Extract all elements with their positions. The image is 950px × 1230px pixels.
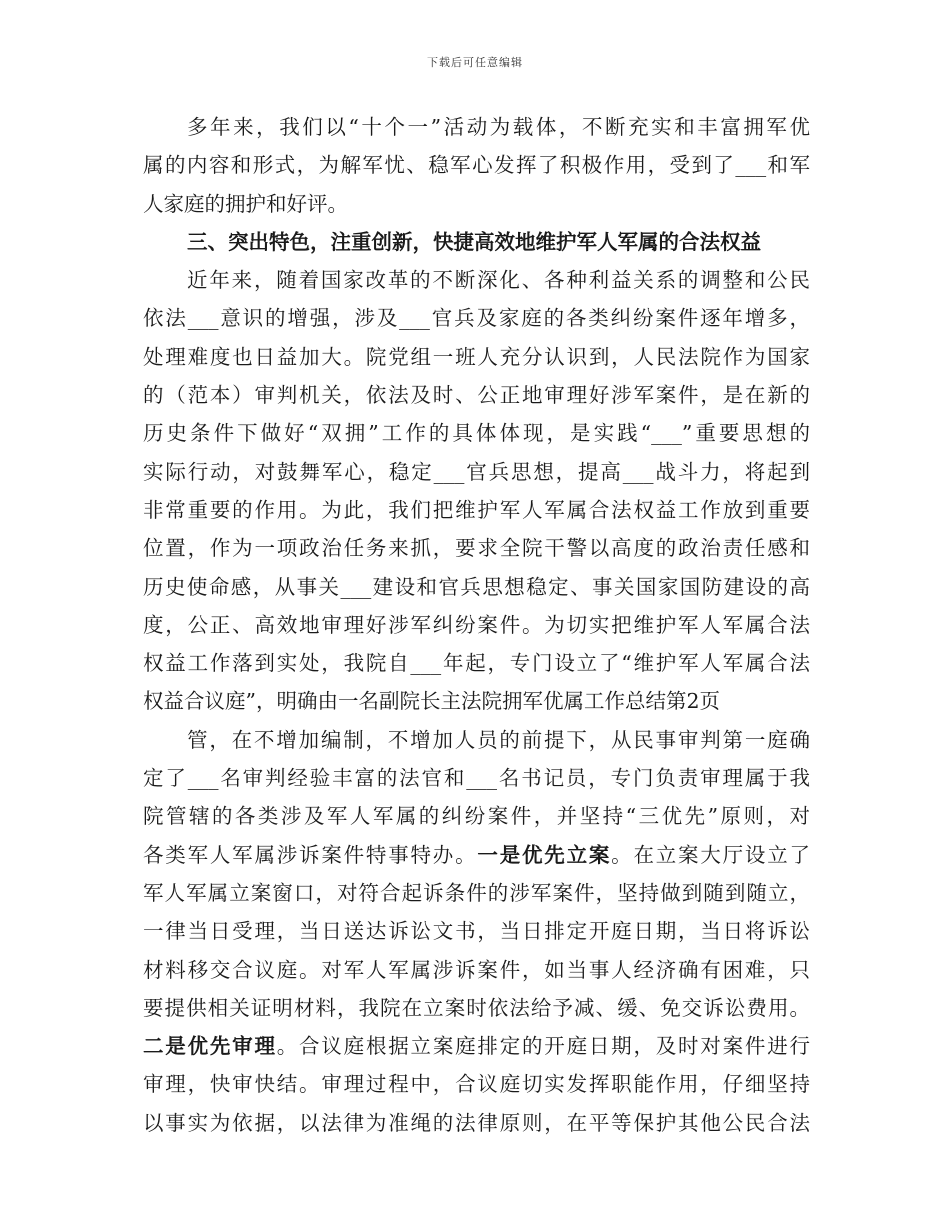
paragraph-line: 一律当日受理，当日送达诉讼文书，当日排定开庭日期，当日将诉讼 (143, 919, 810, 944)
paragraph-line: 近年来，随着国家改革的不断深化、各种利益关系的调整和公民 (187, 268, 810, 293)
paragraph-line: 历史使命感，从事关___建设和官兵思想稳定、事关国家国防建设的高 (143, 574, 810, 599)
line-text: 。在立案大厅设立了 (611, 842, 811, 867)
bold-phrase: 一是优先立案 (477, 842, 612, 867)
paragraph-line: 属的内容和形式，为解军忧、稳军心发挥了积极作用，受到了___和军 (143, 153, 810, 178)
paragraph-line: 权益工作落到实处，我院自___年起，专门设立了“维护军人军属合法 (143, 651, 810, 676)
paragraph-line: 处理难度也日益加大。院党组一班人充分认识到，人民法院作为国家 (143, 344, 810, 369)
line-text: 各类军人军属涉诉案件特事特办。 (143, 842, 478, 867)
paragraph-line: 多年来，我们以“十个一”活动为载体，不断充实和丰富拥军优 (187, 115, 810, 139)
bold-phrase: 二是优先审理 (143, 1034, 277, 1059)
paragraph-line: 人家庭的拥护和好评。 (143, 191, 348, 216)
paragraph-line: 位置，作为一项政治任务来抓，要求全院干警以高度的政治责任感和 (143, 536, 810, 561)
paragraph-line: 以事实为依据，以法律为准绳的法律原则，在平等保护其他公民合法 (143, 1110, 810, 1135)
paragraph-line (143, 1027, 810, 1065)
paragraph-line: 非常重要的作用。为此，我们把维护军人军属合法权益工作放到重要 (143, 497, 810, 522)
paragraph-line: 审理，快审快结。审理过程中，合议庭切实发挥职能作用，仔细坚持 (143, 1072, 810, 1097)
paragraph-line: 的（范本）审判机关，依法及时、公正地审理好涉军案件，是在新的 (143, 383, 810, 408)
paragraph-line: 院管辖的各类涉及军人军属的纠纷案件，并坚持“三优先”原则，对 (143, 804, 810, 829)
section-heading: 三、突出特色，注重创新，快捷高效地维护军人军属的合法权益 (187, 229, 761, 254)
paragraph-line: 材料移交合议庭。对军人军属涉诉案件，如当事人经济确有困难，只 (143, 957, 810, 982)
paragraph-line: 管，在不增加编制，不增加人员的前提下，从民事审判第一庭确 (187, 727, 810, 752)
paragraph-line: 权益合议庭”，明确由一名副院长主法院拥军优属工作总结第2页 (143, 689, 721, 714)
paragraph-line: 历史条件下做好“双拥”工作的具体体现，是实践“___”重要思想的 (143, 421, 810, 446)
page-header-note: 下载后可任意编辑 (427, 56, 523, 69)
paragraph-line: 实际行动，对鼓舞军心，稳定___官兵思想，提高___战斗力，将起到 (143, 459, 810, 484)
paragraph-line: 要提供相关证明材料，我院在立案时依法给予减、缓、免交诉讼费用。 (143, 995, 810, 1020)
paragraph-line: 依法___意识的增强，涉及___官兵及家庭的各类纠纷案件逐年增多， (143, 306, 810, 331)
line-text: 。合议庭根据立案庭排定的开庭日期，及时对案件进行 (276, 1034, 811, 1059)
paragraph-line: 度，公正、高效地审理好涉军纠纷案件。为切实把维护军人军属合法 (143, 612, 810, 637)
paragraph-line: 军人军属立案窗口，对符合起诉条件的涉军案件，坚持做到随到随立， (143, 880, 810, 905)
paragraph-line (143, 836, 810, 874)
document-body (143, 108, 810, 1142)
paragraph-line: 定了___名审判经验丰富的法官和___名书记员，专门负责审理属于我 (143, 766, 810, 791)
